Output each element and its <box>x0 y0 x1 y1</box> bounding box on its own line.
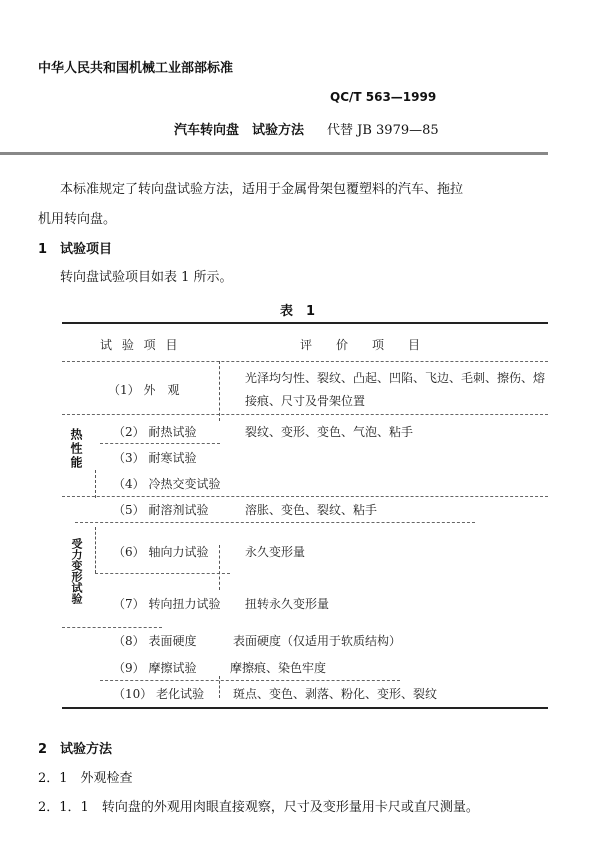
table-row-eval: 溶胀、变色、裂纹、粘手 <box>245 503 378 517</box>
table-row-eval: 光泽均匀性、裂纹、凸起、凹陷、飞边、毛刺、擦伤、熔 <box>245 371 546 385</box>
divider <box>100 443 220 444</box>
table-row-item: （6） 轴向力试验 <box>113 545 209 559</box>
table-row-item: （1） 外 观 <box>108 383 180 397</box>
table-row-eval: 接痕、尺寸及骨架位置 <box>245 394 366 408</box>
intro-line2: 机用转向盘。 <box>38 212 117 227</box>
table-row-eval: 斑点、变色、剥落、粉化、变形、裂纹 <box>233 687 438 701</box>
table-row-item: （10） 老化试验 <box>113 687 205 701</box>
divider <box>100 680 400 681</box>
table-row-item: （2） 耐热试验 <box>113 425 197 439</box>
table-caption: 表 1 <box>280 304 316 319</box>
divider <box>62 627 162 628</box>
org-title: 中华人民共和国机械工业部部标准 <box>38 61 234 76</box>
table-row-item: （4） 冷热交变试验 <box>113 477 221 491</box>
table-row-eval: 扭转永久变形量 <box>245 597 330 611</box>
divider <box>95 573 230 574</box>
section2-1-heading: 2．1 外观检查 <box>38 771 133 786</box>
table-row-eval: 表面硬度（仅适用于软质结构） <box>233 634 402 648</box>
divider <box>219 545 220 590</box>
header-evaluation: 评 价 项 目 <box>300 338 421 352</box>
divider <box>62 496 548 497</box>
divider <box>75 522 475 523</box>
group-label: 热性能 <box>69 428 83 470</box>
header-test-item: 试 验 项 目 <box>100 338 181 352</box>
group-label: 受力变形试验 <box>70 538 83 604</box>
divider <box>219 361 220 421</box>
divider <box>219 676 220 698</box>
table-row-eval: 裂纹、变形、变色、气泡、粘手 <box>245 425 414 439</box>
replaces-note: 代替 JB 3979—85 <box>327 123 439 138</box>
section1-heading: 1 试验项目 <box>38 242 113 257</box>
divider <box>95 470 96 498</box>
table-row-item: （5） 耐溶剂试验 <box>113 503 209 517</box>
divider <box>95 527 96 573</box>
divider <box>62 361 548 362</box>
divider <box>62 414 548 415</box>
doc-title: 汽车转向盘 试验方法 <box>174 123 305 138</box>
table-bottom-rule <box>62 707 548 709</box>
header-rule <box>0 152 548 155</box>
standard-code: QC/T 563—1999 <box>330 90 437 104</box>
table-row-item: （9） 摩擦试验 <box>113 661 197 675</box>
table-top-rule <box>62 322 548 324</box>
intro-line1: 本标准规定了转向盘试验方法，适用于金属骨架包覆塑料的汽车、拖拉 <box>60 182 464 197</box>
table-row-item: （3） 耐寒试验 <box>113 451 197 465</box>
table-row-eval: 永久变形量 <box>245 545 306 559</box>
table-row-item: （8） 表面硬度 <box>113 634 197 648</box>
table-row-item: （7） 转向扭力试验 <box>113 597 221 611</box>
table-row-eval: 摩擦痕、染色牢度 <box>230 661 327 675</box>
section1-text: 转向盘试验项目如表 1 所示。 <box>60 270 233 285</box>
section2-1-1-text: 2．1．1 转向盘的外观用肉眼直接观察，尺寸及变形量用卡尺或直尺测量。 <box>38 800 479 815</box>
section2-heading: 2 试验方法 <box>38 742 113 757</box>
